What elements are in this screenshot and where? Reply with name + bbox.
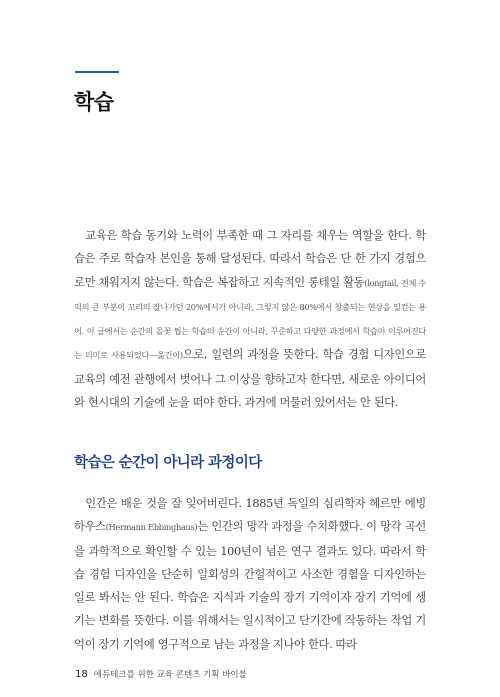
section-paragraph (74, 492, 426, 656)
page-number: 18 (75, 669, 88, 680)
chapter-title: 학습 (74, 90, 114, 114)
ebbinghaus-name: (Hermann Ebbinghaus) (105, 522, 198, 533)
intro-paragraph (74, 224, 426, 414)
section-heading: 학습은 순간이 아니라 과정이다 (74, 455, 262, 471)
intro-text-part2: 으로, 일련의 과정을 뜻한다. 학습 경험 디자인으로 교육의 예전 관행에서 벗어나 그 이상을 향하고자 한다면, 새로운 아이디어와 현시대의 기술에 눈을 떠야 한다. 과거에 머물러 있어서는 안 된다. (74, 348, 427, 410)
running-book-title: 에듀테크를 위한 교육 콘텐츠 기획 바이블 (93, 670, 247, 680)
longtail-translator-note: (longtail, 전체 수익의 큰 부분이 꼬리의 잘나가던 20%에서가 아니라, 그렇지 않은 80%에서 창출되는 현상을 일컫는 용어. 이 글에서는 순간의 몰꽃 뭡는 학습의 순간이 아니라, 꾸준하고 다양한 과정에서 학습이 이루어진다는 의미로 사용되었다—옮긴이) (74, 277, 426, 361)
section-text-part2: 는 인간의 망각 과정을 수치화했다. 이 망각 곡선을 과학적으로 확인할 수 있는 100년이 넘은 연구 결과도 있다. 따라서 학습 경험 디자인을 단순히 일회성의 간헐적이고 사소한 경험을 디자인하는 일로 봐서는 안 된다. 학습은 지식과 기술의 장기 기억이자 장기 기억에 생기는 변화를 뜻한다. 이를 위해서는 일시적이고 단기간에 작동하는 작업 기억이 장기 기억에 영구적으로 남는 과정을 지나야 한다. 따라 (74, 520, 426, 651)
page-footer (75, 668, 247, 680)
intro-text-part1: 교육은 학습 동기와 노력이 부족한 때 그 자리를 채우는 역할을 한다. 학습은 주로 학습자 본인을 통해 달성된다. 따라서 학습은 단 한 가지 경험으로만 채워지지 않는다. 학습은 복잡하고 지속적인 롱테일 활동 (74, 229, 426, 289)
section-text-part1: 인간은 배운 것을 잘 잊어버린다. 1885년 독일의 심리학자 헤르만 에빙하우스 (74, 497, 426, 534)
title-accent-rule (75, 71, 119, 73)
